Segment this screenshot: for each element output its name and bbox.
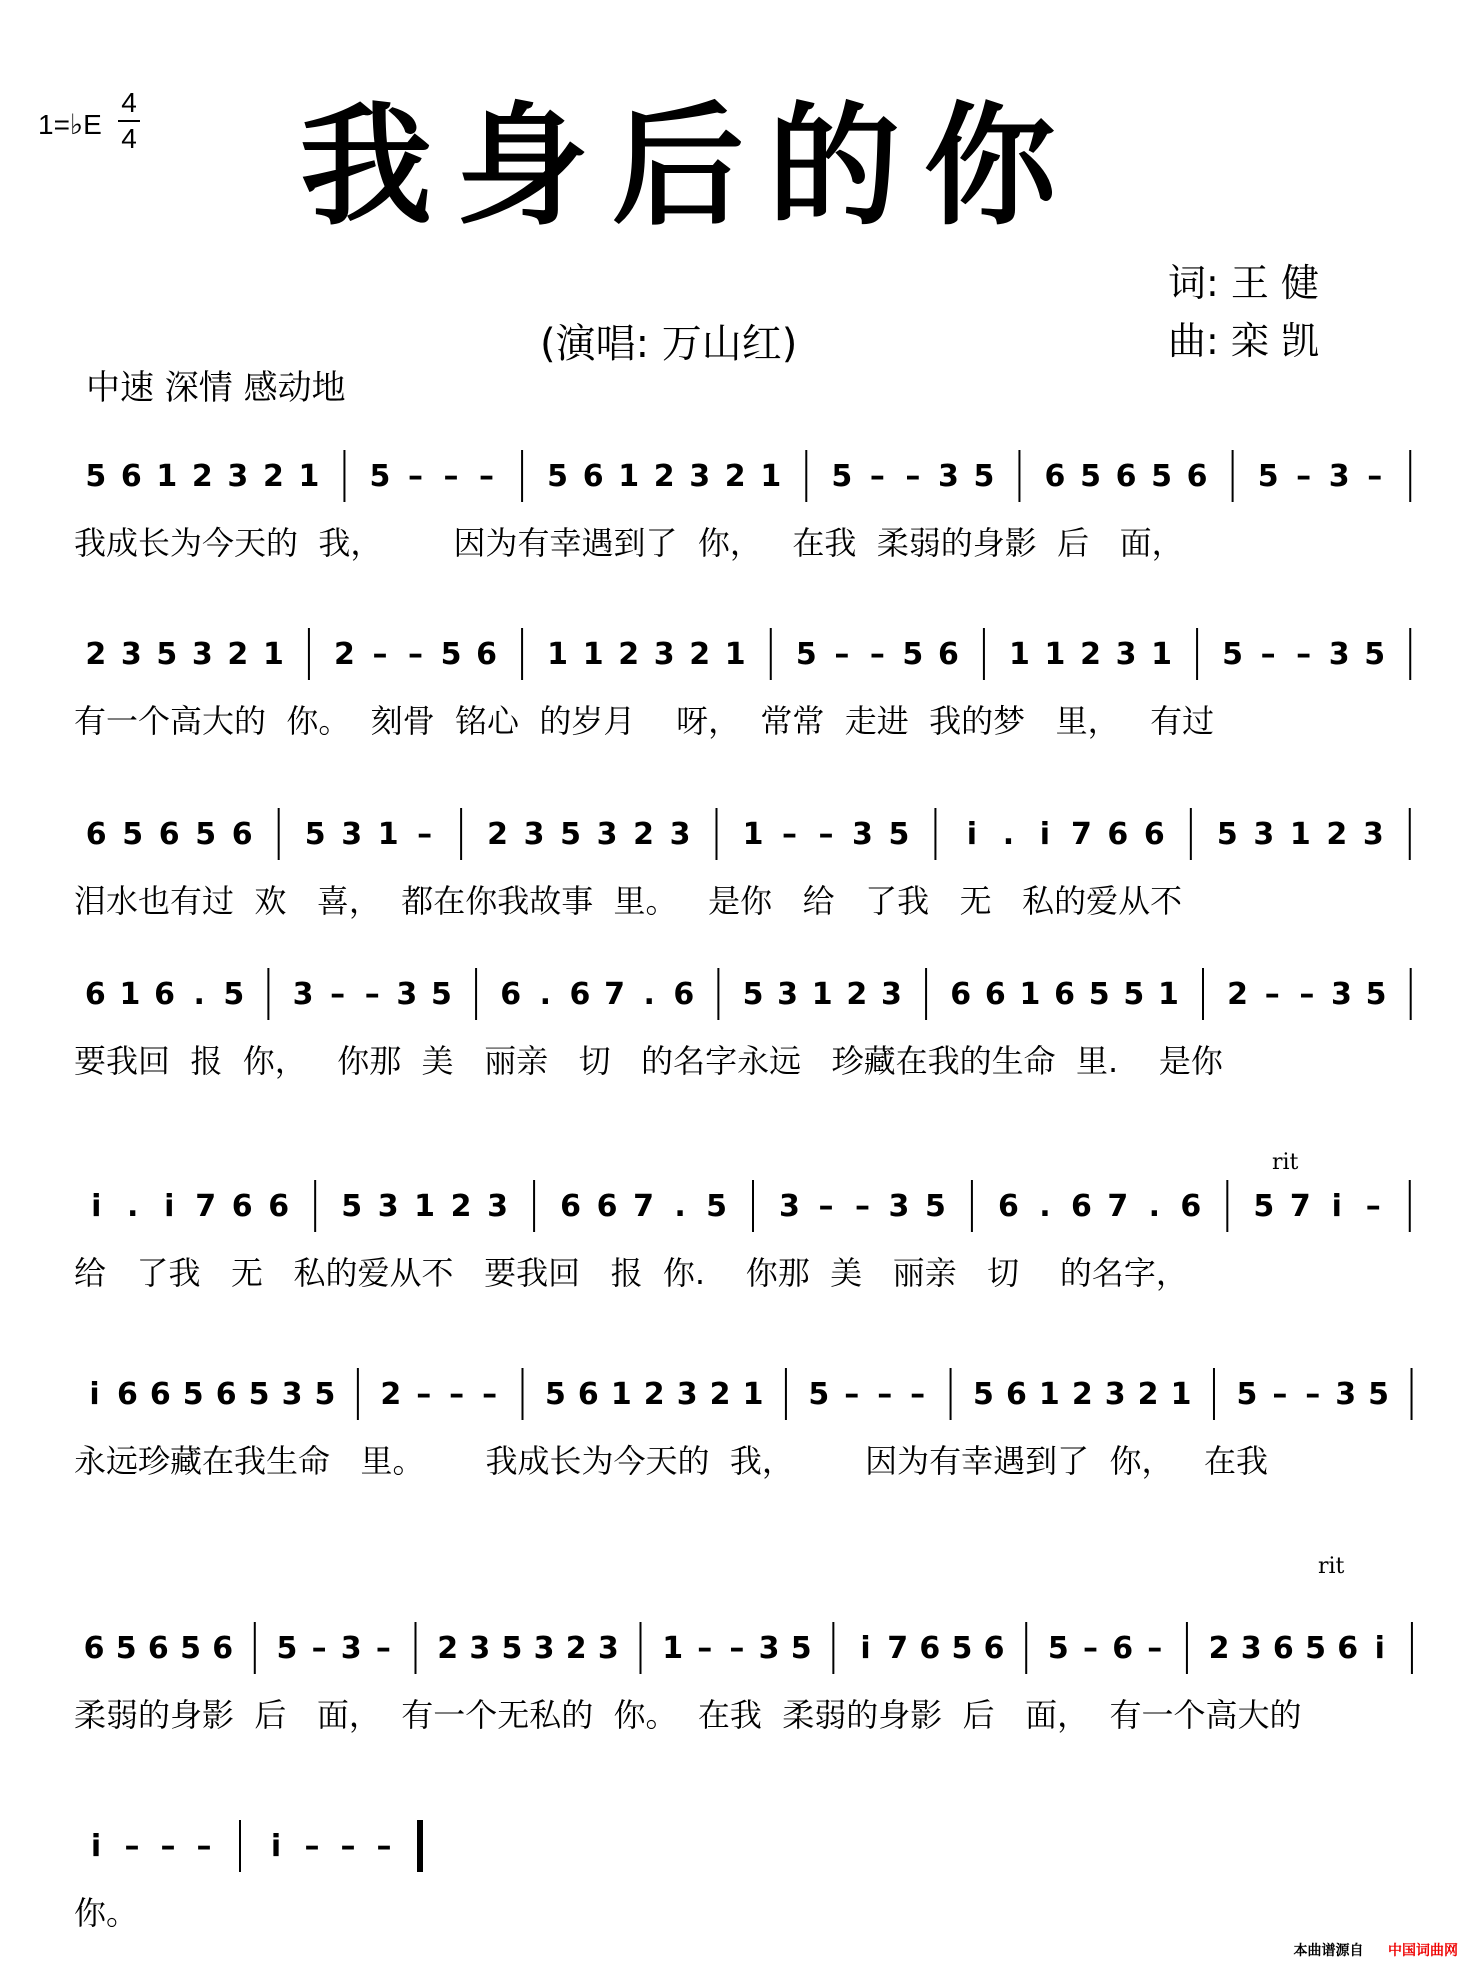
note-numeral: 2 bbox=[709, 1377, 731, 1412]
note-numeral: i bbox=[90, 1829, 102, 1864]
note-numeral: 3 bbox=[881, 977, 902, 1012]
time-signature-bottom: 4 bbox=[121, 123, 137, 154]
note-numeral: 6 bbox=[983, 1631, 1005, 1666]
note-numeral: 6 bbox=[212, 1631, 234, 1666]
note-numeral: 2 bbox=[618, 637, 640, 672]
key-signature: 1=♭E bbox=[38, 109, 102, 140]
note-numeral: 3 bbox=[1115, 637, 1137, 672]
dash-note: – bbox=[160, 1829, 176, 1864]
note-numeral: 2 bbox=[262, 459, 284, 494]
note-numeral: 1 bbox=[1151, 637, 1172, 672]
note-numeral: 5 bbox=[1151, 459, 1172, 494]
dash-note: – bbox=[877, 1377, 893, 1412]
note-numeral: i bbox=[966, 817, 978, 852]
dash-note: – bbox=[854, 1189, 870, 1224]
dash-note: – bbox=[869, 459, 885, 494]
note-numeral: 7 bbox=[1070, 817, 1092, 852]
note-numeral: 2 bbox=[1080, 637, 1101, 672]
notation-svg bbox=[78, 1816, 1428, 1876]
note-numeral: 6 bbox=[1272, 1631, 1294, 1666]
note-numeral: 5 bbox=[304, 817, 326, 852]
notation-svg bbox=[78, 1364, 1428, 1424]
note-numeral: 2 bbox=[1227, 977, 1249, 1012]
note-numeral: 5 bbox=[431, 977, 452, 1012]
note-numeral: 6 bbox=[1112, 1631, 1134, 1666]
note-numeral: 1 bbox=[414, 1189, 436, 1224]
note-numeral: 2 bbox=[1137, 1377, 1159, 1412]
note-numeral: 5 bbox=[547, 459, 569, 494]
note-numeral: 3 bbox=[120, 637, 142, 672]
note-numeral: 6 bbox=[1070, 1189, 1092, 1224]
note-numeral: 1 bbox=[119, 977, 141, 1012]
note-numeral: 6 bbox=[476, 637, 497, 672]
note-numeral: 5 bbox=[888, 817, 910, 852]
dash-note: – bbox=[834, 637, 850, 672]
note-numeral: 6 bbox=[83, 1631, 105, 1666]
dash-note: – bbox=[781, 817, 797, 852]
note-numeral: 5 bbox=[1368, 1377, 1390, 1412]
dash-note: – bbox=[869, 637, 885, 672]
note-numeral: . bbox=[539, 977, 552, 1012]
note-numeral: 5 bbox=[182, 1377, 204, 1412]
note-numeral: 6 bbox=[950, 977, 972, 1012]
note-numeral: 7 bbox=[1107, 1189, 1129, 1224]
dash-note: – bbox=[340, 1829, 356, 1864]
time-signature-divider bbox=[118, 120, 140, 122]
note-numeral: 2 bbox=[450, 1189, 472, 1224]
note-numeral: 1 bbox=[1289, 817, 1311, 852]
note-numeral: 6 bbox=[997, 1189, 1019, 1224]
note-numeral: 5 bbox=[1253, 1189, 1275, 1224]
dash-note: – bbox=[479, 459, 495, 494]
note-numeral: 5 bbox=[314, 1377, 336, 1412]
note-numeral: 1 bbox=[582, 637, 604, 672]
note-numeral: 5 bbox=[248, 1377, 270, 1412]
note-numeral: 6 bbox=[1337, 1631, 1359, 1666]
lyric-line: 泪水也有过 欢 喜， 都在你我故事 里。 是你 给 了我 无 私的爱从不 bbox=[74, 882, 1183, 920]
dash-note: – bbox=[443, 459, 459, 494]
footer-site-link[interactable]: 中国词曲网 bbox=[1388, 1943, 1458, 1959]
lyric-line: 永远珍藏在我生命 里。 我成长为今天的 我， 因为有幸遇到了 你， 在我 bbox=[74, 1442, 1268, 1480]
note-numeral: 2 bbox=[724, 459, 746, 494]
dash-note: – bbox=[482, 1377, 498, 1412]
lyric-line: 有一个高大的 你。 刻骨 铭心 的岁月 呀， 常常 走进 我的梦 里， 有过 bbox=[74, 702, 1215, 740]
note-numeral: 3 bbox=[292, 977, 314, 1012]
note-numeral: 1 bbox=[1044, 637, 1066, 672]
notation-line bbox=[78, 624, 1428, 684]
note-numeral: 3 bbox=[777, 977, 799, 1012]
note-numeral: 5 bbox=[973, 459, 995, 494]
note-numeral: . bbox=[127, 1189, 139, 1224]
note-numeral: 6 bbox=[268, 1189, 290, 1224]
note-numeral: 2 bbox=[1326, 817, 1348, 852]
note-numeral: 5 bbox=[115, 1631, 137, 1666]
note-numeral: 2 bbox=[653, 459, 675, 494]
note-numeral: 6 bbox=[1054, 977, 1075, 1012]
note-numeral: 6 bbox=[1005, 1377, 1027, 1412]
notation-svg bbox=[78, 1618, 1428, 1678]
note-numeral: 1 bbox=[662, 1631, 684, 1666]
dash-note: – bbox=[375, 1631, 391, 1666]
dash-note: – bbox=[1365, 1189, 1381, 1224]
note-numeral: 1 bbox=[724, 637, 746, 672]
dash-note: – bbox=[330, 977, 346, 1012]
note-numeral: i bbox=[1039, 817, 1051, 852]
note-numeral: . bbox=[1039, 1189, 1051, 1224]
note-numeral: 3 bbox=[377, 1189, 399, 1224]
note-numeral: 1 bbox=[618, 459, 640, 494]
notation-line bbox=[78, 804, 1428, 864]
note-numeral: 7 bbox=[633, 1189, 654, 1224]
dash-note: – bbox=[1296, 637, 1312, 672]
note-numeral: 3 bbox=[779, 1189, 800, 1224]
note-numeral: 1 bbox=[156, 459, 178, 494]
dash-note: – bbox=[729, 1631, 745, 1666]
dash-note: – bbox=[1147, 1631, 1163, 1666]
dash-note: – bbox=[910, 1377, 926, 1412]
note-numeral: 1 bbox=[760, 459, 782, 494]
dash-note: – bbox=[1260, 637, 1276, 672]
notation-svg bbox=[78, 446, 1428, 506]
note-numeral: 3 bbox=[689, 459, 711, 494]
note-numeral: 1 bbox=[610, 1377, 632, 1412]
notation-line bbox=[78, 964, 1428, 1024]
note-numeral: 5 bbox=[795, 637, 817, 672]
note-numeral: 6 bbox=[937, 637, 959, 672]
note-numeral: 6 bbox=[1143, 817, 1165, 852]
note-numeral: 5 bbox=[122, 817, 144, 852]
note-numeral: 3 bbox=[191, 637, 213, 672]
notation-line bbox=[78, 1176, 1428, 1236]
note-numeral: . bbox=[193, 977, 205, 1012]
dash-note: – bbox=[372, 637, 388, 672]
note-numeral: 5 bbox=[180, 1631, 201, 1666]
note-numeral: 6 bbox=[1180, 1189, 1202, 1224]
note-numeral: 1 bbox=[1170, 1377, 1192, 1412]
note-numeral: 1 bbox=[262, 637, 284, 672]
note-numeral: 6 bbox=[120, 459, 142, 494]
note-numeral: . bbox=[674, 1189, 686, 1224]
note-numeral: 3 bbox=[669, 817, 691, 852]
note-numeral: . bbox=[1148, 1189, 1161, 1224]
notation-line bbox=[78, 1816, 1428, 1876]
notation-svg bbox=[78, 804, 1428, 864]
dash-note: – bbox=[304, 1829, 320, 1864]
note-numeral: 6 bbox=[569, 977, 591, 1012]
note-numeral: 5 bbox=[1080, 459, 1101, 494]
dash-note: – bbox=[818, 817, 834, 852]
note-numeral: 5 bbox=[156, 637, 178, 672]
note-numeral: 7 bbox=[195, 1189, 217, 1224]
note-numeral: 6 bbox=[596, 1189, 618, 1224]
note-numeral: 5 bbox=[1305, 1631, 1326, 1666]
notation-svg bbox=[78, 1176, 1428, 1236]
note-numeral: 6 bbox=[673, 977, 695, 1012]
dash-note: – bbox=[697, 1631, 713, 1666]
dash-note: – bbox=[1264, 977, 1280, 1012]
note-numeral: 2 bbox=[85, 637, 107, 672]
lyric-line: 给 了我 无 私的爱从不 要我回 报 你. 你那 美 丽亲 切 的名字， bbox=[74, 1254, 1188, 1292]
dash-note: – bbox=[364, 977, 380, 1012]
footer-source: 本曲谱源自 bbox=[1293, 1943, 1364, 1959]
composer: 曲: 栾 凯 bbox=[1168, 319, 1319, 363]
note-numeral: 5 bbox=[742, 977, 764, 1012]
note-numeral: 5 bbox=[195, 817, 217, 852]
note-numeral: 6 bbox=[149, 1377, 171, 1412]
note-numeral: 3 bbox=[281, 1377, 303, 1412]
note-numeral: 5 bbox=[1047, 1631, 1069, 1666]
note-numeral: 5 bbox=[1123, 977, 1145, 1012]
note-numeral: i bbox=[860, 1631, 871, 1666]
note-numeral: 5 bbox=[545, 1377, 566, 1412]
note-numeral: 5 bbox=[902, 637, 924, 672]
note-numeral: 6 bbox=[500, 977, 522, 1012]
dash-note: – bbox=[1296, 459, 1312, 494]
note-numeral: 5 bbox=[831, 459, 853, 494]
note-numeral: 3 bbox=[1331, 977, 1352, 1012]
note-numeral: 5 bbox=[440, 637, 462, 672]
note-numeral: 6 bbox=[116, 1377, 138, 1412]
dash-note: – bbox=[1299, 977, 1315, 1012]
dash-note: – bbox=[196, 1829, 212, 1864]
note-numeral: 1 bbox=[1009, 637, 1030, 672]
note-numeral: 5 bbox=[369, 459, 391, 494]
note-numeral: 6 bbox=[577, 1377, 599, 1412]
note-numeral: . bbox=[1002, 817, 1015, 852]
note-numeral: 5 bbox=[808, 1377, 830, 1412]
lyricist: 词: 王 健 bbox=[1168, 261, 1319, 305]
note-numeral: 7 bbox=[887, 1631, 909, 1666]
notation-line bbox=[78, 446, 1428, 506]
note-numeral: 5 bbox=[973, 1377, 994, 1412]
note-numeral: 1 bbox=[811, 977, 833, 1012]
note-numeral: 5 bbox=[924, 1189, 946, 1224]
note-numeral: 6 bbox=[919, 1631, 941, 1666]
tempo-marking: 中速 深情 感动地 bbox=[86, 368, 346, 408]
note-numeral: 2 bbox=[191, 459, 213, 494]
note-numeral: 3 bbox=[653, 637, 675, 672]
note-numeral: 6 bbox=[984, 977, 1006, 1012]
notation-svg bbox=[78, 624, 1428, 684]
note-numeral: 3 bbox=[1104, 1377, 1126, 1412]
note-numeral: 2 bbox=[633, 817, 654, 852]
note-numeral: 6 bbox=[1044, 459, 1066, 494]
note-numeral: 2 bbox=[437, 1631, 459, 1666]
note-numeral: 1 bbox=[1038, 1377, 1060, 1412]
footer bbox=[1294, 1940, 1458, 1960]
notation-line bbox=[78, 1364, 1428, 1424]
note-numeral: 5 bbox=[276, 1631, 298, 1666]
note-numeral: 5 bbox=[951, 1631, 973, 1666]
note-numeral: i bbox=[91, 1189, 102, 1224]
note-numeral: i bbox=[1331, 1189, 1342, 1224]
rit-marking-2: rit bbox=[1318, 1554, 1345, 1579]
note-numeral: 2 bbox=[380, 1377, 402, 1412]
note-numeral: 3 bbox=[758, 1631, 780, 1666]
note-numeral: 3 bbox=[1328, 637, 1350, 672]
note-numeral: 5 bbox=[223, 977, 245, 1012]
note-numeral: . bbox=[643, 977, 655, 1012]
note-numeral: 3 bbox=[341, 817, 363, 852]
note-numeral: 3 bbox=[1253, 817, 1275, 852]
time-signature-top: 4 bbox=[121, 87, 137, 118]
note-numeral: 6 bbox=[158, 817, 180, 852]
lyric-line: 我成长为今天的 我， 因为有幸遇到了 你， 在我 柔弱的身影 后 面， bbox=[74, 524, 1184, 562]
note-numeral: 1 bbox=[742, 1377, 764, 1412]
dash-note: – bbox=[1083, 1631, 1098, 1666]
dash-note: – bbox=[1305, 1377, 1321, 1412]
note-numeral: 5 bbox=[85, 459, 107, 494]
note-numeral: 6 bbox=[1107, 817, 1129, 852]
note-numeral: 3 bbox=[396, 977, 418, 1012]
note-numeral: 6 bbox=[231, 1189, 253, 1224]
dash-note: – bbox=[376, 1829, 392, 1864]
note-numeral: 3 bbox=[523, 817, 545, 852]
notation-line bbox=[78, 1618, 1428, 1678]
note-numeral: 3 bbox=[1362, 817, 1384, 852]
dash-note: – bbox=[905, 459, 921, 494]
rit-marking-1: rit bbox=[1272, 1150, 1299, 1175]
note-numeral: 5 bbox=[1236, 1377, 1258, 1412]
dash-note: – bbox=[449, 1377, 465, 1412]
note-numeral: 1 bbox=[1019, 977, 1041, 1012]
note-numeral: 2 bbox=[643, 1377, 665, 1412]
note-numeral: 1 bbox=[742, 817, 764, 852]
note-numeral: 5 bbox=[1088, 977, 1110, 1012]
lyric-line: 要我回 报 你， 你那 美 丽亲 切 的名字永远 珍藏在我的生命 里. 是你 bbox=[74, 1042, 1223, 1080]
note-numeral: i bbox=[1374, 1631, 1385, 1666]
note-numeral: 5 bbox=[341, 1189, 363, 1224]
note-numeral: 5 bbox=[706, 1189, 727, 1224]
dash-note: – bbox=[311, 1631, 327, 1666]
note-numeral: 3 bbox=[227, 459, 249, 494]
note-numeral: 3 bbox=[937, 459, 959, 494]
note-numeral: 3 bbox=[597, 1631, 619, 1666]
note-numeral: 2 bbox=[565, 1631, 587, 1666]
note-numeral: 1 bbox=[547, 637, 569, 672]
note-numeral: 3 bbox=[469, 1631, 491, 1666]
note-numeral: i bbox=[164, 1189, 175, 1224]
note-numeral: 3 bbox=[596, 817, 618, 852]
dash-note: – bbox=[408, 637, 423, 672]
note-numeral: 3 bbox=[487, 1189, 509, 1224]
singer: (演唱: 万山红) bbox=[540, 321, 798, 367]
note-numeral: 5 bbox=[790, 1631, 812, 1666]
note-numeral: 6 bbox=[85, 817, 107, 852]
note-numeral: 3 bbox=[340, 1631, 362, 1666]
note-numeral: 3 bbox=[1328, 459, 1350, 494]
note-numeral: 7 bbox=[604, 977, 625, 1012]
note-numeral: 1 bbox=[377, 817, 399, 852]
note-numeral: 2 bbox=[1208, 1631, 1230, 1666]
note-numeral: 5 bbox=[1364, 637, 1386, 672]
note-numeral: 3 bbox=[533, 1631, 555, 1666]
note-numeral: 6 bbox=[1115, 459, 1137, 494]
time-signature bbox=[118, 88, 140, 154]
dash-note: – bbox=[417, 817, 433, 852]
note-numeral: 5 bbox=[1216, 817, 1238, 852]
note-numeral: i bbox=[89, 1377, 100, 1412]
note-numeral: 6 bbox=[582, 459, 604, 494]
note-numeral: 6 bbox=[231, 817, 253, 852]
note-numeral: 3 bbox=[1335, 1377, 1357, 1412]
note-numeral: 1 bbox=[1157, 977, 1179, 1012]
note-numeral: 2 bbox=[846, 977, 868, 1012]
note-numeral: 5 bbox=[1222, 637, 1244, 672]
dash-note: – bbox=[124, 1829, 140, 1864]
note-numeral: 2 bbox=[334, 637, 355, 672]
note-numeral: 7 bbox=[1289, 1189, 1311, 1224]
dash-note: – bbox=[408, 459, 423, 494]
note-numeral: 5 bbox=[501, 1631, 523, 1666]
note-numeral: 5 bbox=[1365, 977, 1387, 1012]
note-numeral: 6 bbox=[1186, 459, 1208, 494]
dash-note: – bbox=[1367, 459, 1383, 494]
note-numeral: 1 bbox=[298, 459, 320, 494]
dash-note: – bbox=[1272, 1377, 1288, 1412]
note-numeral: 6 bbox=[215, 1377, 237, 1412]
note-numeral: 5 bbox=[560, 817, 582, 852]
note-numeral: 2 bbox=[487, 817, 509, 852]
note-numeral: 6 bbox=[84, 977, 106, 1012]
note-numeral: 2 bbox=[689, 637, 711, 672]
note-numeral: 3 bbox=[888, 1189, 910, 1224]
dash-note: – bbox=[416, 1377, 432, 1412]
notation-svg bbox=[78, 964, 1428, 1024]
note-numeral: 3 bbox=[1240, 1631, 1262, 1666]
note-numeral: 3 bbox=[676, 1377, 698, 1412]
dash-note: – bbox=[844, 1377, 860, 1412]
note-numeral: 6 bbox=[147, 1631, 169, 1666]
note-numeral: 5 bbox=[1257, 459, 1279, 494]
lyric-line: 你。 bbox=[74, 1894, 139, 1932]
note-numeral: i bbox=[270, 1829, 282, 1864]
dash-note: – bbox=[818, 1189, 834, 1224]
note-numeral: 2 bbox=[1071, 1377, 1093, 1412]
song-title: 我身后的你 bbox=[300, 89, 1080, 244]
note-numeral: 6 bbox=[560, 1189, 582, 1224]
lyric-line: 柔弱的身影 后 面， 有一个无私的 你。 在我 柔弱的身影 后 面， 有一个高大的 bbox=[74, 1696, 1302, 1734]
note-numeral: 2 bbox=[227, 637, 249, 672]
note-numeral: 3 bbox=[852, 817, 873, 852]
note-numeral: 6 bbox=[154, 977, 175, 1012]
